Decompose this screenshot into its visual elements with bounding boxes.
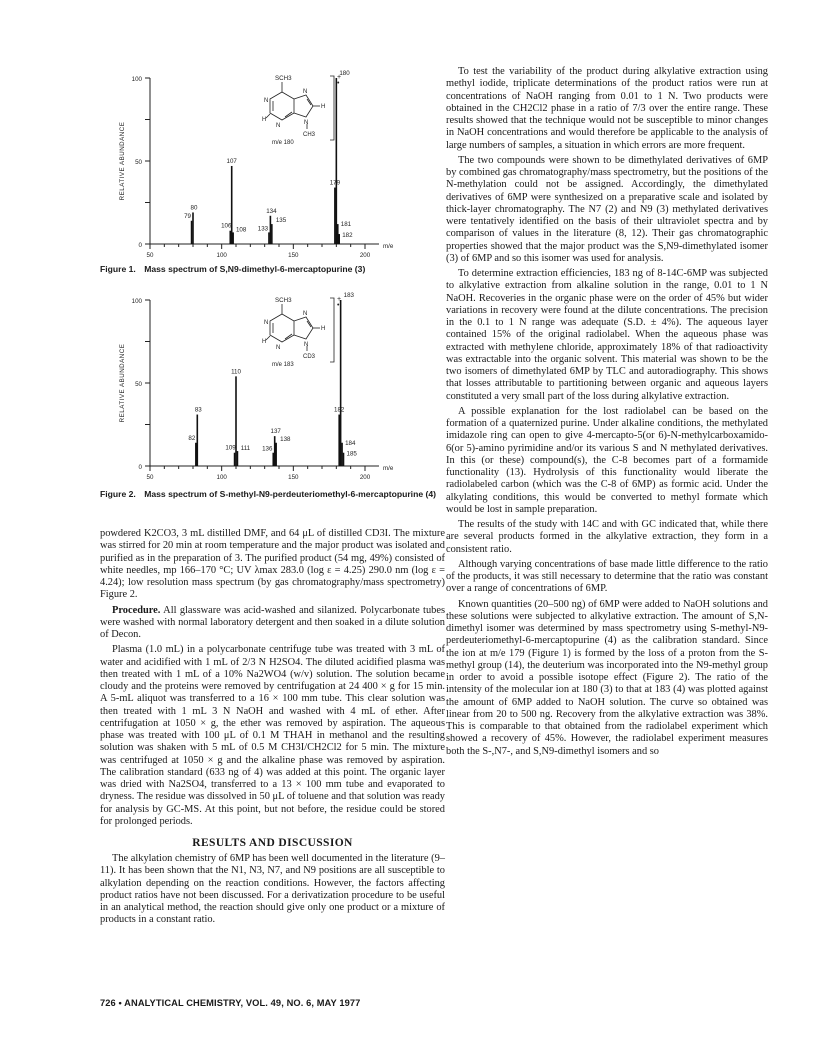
figure-1-caption bbox=[100, 264, 445, 275]
structure-inset-label: m/e 183 bbox=[272, 362, 294, 368]
peak-label: 83 bbox=[194, 406, 202, 414]
paragraph bbox=[100, 605, 445, 642]
peak-label: 184 bbox=[345, 439, 356, 447]
peak-label: 111 bbox=[240, 445, 251, 453]
peak-label: 80 bbox=[190, 204, 198, 212]
structure-pyrimidine-ring bbox=[270, 92, 294, 120]
x-tick-label: 50 bbox=[146, 474, 154, 481]
structure-inset bbox=[262, 296, 341, 368]
peak-label: 107 bbox=[226, 157, 237, 165]
x-tick-label: 150 bbox=[288, 474, 299, 481]
peak-label: 183 bbox=[343, 292, 354, 299]
peak-label: 109 bbox=[225, 444, 236, 452]
right-column-text bbox=[446, 66, 768, 758]
peak-label: 136 bbox=[262, 445, 273, 453]
structure-charge: + bbox=[337, 74, 342, 81]
figure-1-caption-label: Figure 1. bbox=[100, 264, 136, 274]
peak-label: 108 bbox=[235, 226, 247, 234]
peak-label: 135 bbox=[275, 217, 287, 225]
structure-radical: • bbox=[337, 80, 340, 87]
y-tick-label: 50 bbox=[135, 381, 142, 388]
structure-imidazole-ring bbox=[294, 317, 313, 339]
paragraph: To test the variability of the product during alkylative extraction using methyl iodide, triplicate determinations of the product ratios were run at concentrations of NaOH ranging from 0.01 to 1 N. Two products were obtained in the CH2Cl2 phase in a ratio of 7/3 over the entire range. These results showed that the technique would not be susceptible to minor changes in NaOH concentrations and would therefore be applicable to the analysis of large numbers of samples, a situation in which errors are more frequent. bbox=[446, 66, 768, 151]
peak-label: 185 bbox=[346, 450, 357, 458]
x-tick-label: 200 bbox=[359, 474, 371, 481]
x-tick-label: 100 bbox=[216, 474, 227, 481]
structure-methyl-label: CH3 bbox=[303, 132, 316, 138]
peak-label: 133 bbox=[257, 225, 269, 233]
x-unit-label: m/e bbox=[383, 243, 394, 250]
structure-atom-n: N bbox=[303, 311, 308, 317]
structure-atom-n: N bbox=[264, 320, 269, 326]
structure-atom-n: N bbox=[264, 98, 269, 104]
structure-inset bbox=[262, 74, 341, 146]
structure-atom-h: H bbox=[262, 339, 267, 345]
structure-charge: + bbox=[337, 296, 342, 303]
structure-atom-n: N bbox=[304, 342, 309, 348]
y-tick-label: 50 bbox=[135, 159, 142, 166]
procedure-heading: Procedure. bbox=[112, 604, 161, 616]
structure-methyl-label: CD3 bbox=[303, 354, 316, 360]
section-heading: RESULTS AND DISCUSSION bbox=[192, 837, 353, 849]
peak-label: 82 bbox=[188, 434, 196, 442]
paragraph: Known quantities (20–500 ng) of 6MP were added to NaOH solutions and these solutions were subjected to alkylative extraction. The amount of S,N-dimethyl isomer was determined by mass spectrometry using S-methyl-N9-perdeuteriomethyl-6-mercaptopurine (4) as the calibration standard. Since the ion at m/e 179 (Figure 1) is formed by the loss of a proton from the S-methyl group (14), the deuterium was incorporated into the N9-methyl group in order to avoid a possible isotope effect (Figure 2). The ratio of the intensity of the molecular ion at 180 (3) to that at 183 (4) was plotted against the amount of 6MP added to NaOH solution. The curve so obtained was linear from 20 to 500 ng. Recovery from the alkylative extraction was 38%. This is comparable to that obtained from the radiolabel experiment which showed a recovery of 45%. However, the radiolabel experiment measures both the S-,N7-, and S,N9-dimethyl isomers and so bbox=[446, 598, 768, 757]
paragraph: The two compounds were shown to be dimethylated derivatives of 6MP by combined gas chromatography/mass spectrometry, but the positions of the N-methylation could not be assigned. Accordingly, the dimethylated derivatives of 6MP were synthesized on a preparative scale and isolated by thick-layer chromatography. The N7 (2) and N9 (3) methylated derivatives were tentatively identified on the basis of their ultraviolet spectra and by comparison of values in the literature (8, 12). Their gas chromatographic properties showed that the major product was the S,N9-dimethylated isomer (3) of 6MP and so this isomer was used for analysis. bbox=[446, 154, 768, 264]
y-axis-label: RELATIVE ABUNDANCE bbox=[119, 343, 126, 423]
figure-2 bbox=[100, 288, 445, 523]
structure-atom-h: H bbox=[262, 117, 267, 123]
x-tick-label: 150 bbox=[288, 252, 299, 259]
peak-label: 137 bbox=[270, 428, 281, 436]
paragraph: powdered K2CO3, 3 mL distilled DMF, and 64 μL of distilled CD3I. The mixture was stirred for 20 min at room temperature and the major product was isolated and purified as in the preparation of 3. The purified product (54 mg, 49%) consisted of white needles, mp 166–170 °C; UV λmax 283.0 (log ε = 4.25) 290.0 nm (log ε = 4.24); low resolution mass spectrum (by gas chromatography/mass spectrometry) Figure 2. bbox=[100, 528, 445, 601]
x-tick-label: 100 bbox=[216, 252, 227, 259]
figure-2-caption-label: Figure 2. bbox=[100, 489, 136, 499]
structure-radical: • bbox=[337, 302, 340, 309]
page-footer: 726 • ANALYTICAL CHEMISTRY, VOL. 49, NO. 6, MAY 1977 bbox=[100, 998, 361, 1008]
paragraph: The results of the study with 14C and with GC indicated that, while there are several products formed in the alkylative extraction, they form in a consistent ratio. bbox=[446, 519, 768, 555]
paragraph: To determine extraction efficiencies, 183 ng of 8-14C-6MP was subjected to alkylative extraction from alkaline solution in the range, 0.01 to 1 N NaOH. Recoveries in the organic phase were on the order of 45% but wider variations in recovery were found at the dilute concentrations. The precision in the 0.1 to 1 N range was adequate (S.D. ± 4%). The aqueous layer contained 15% of the original radiolabel. When the aqueous phase was extracted with methylene chloride, approximately 18% of that radioactivity was extractable into the organic solvent. This material was shown to be the two isomers of dimethylated 6MP by TLC and autoradiography. This shows that losses attributable to partitioning between organic and aqueous layers constituted a very small part of the loss during alkylative extraction. bbox=[446, 268, 768, 402]
paragraph-text: All glassware was acid-washed and silanized. Polycarbonate tubes were washed with normal laboratory detergent and then soaked in a dilute solution of Decon. bbox=[100, 604, 445, 640]
paragraph: The alkylation chemistry of 6MP has been well documented in the literature (9–11). It has been shown that the N1, N3, N7, and N9 positions are all susceptible to alkylation depending on the reaction conditions. However, the factors affecting product ratios have not been discussed. For a derivatization procedure to be useful in an analytical method, the reaction should give only one product or a mixture of products in a constant ratio. bbox=[100, 853, 445, 926]
y-tick-label: 100 bbox=[131, 76, 142, 83]
figure-1-spectrum bbox=[100, 66, 445, 262]
paragraph: Plasma (1.0 mL) in a polycarbonate centrifuge tube was treated with 3 mL of water and acidified with 1 mL of 2/3 N H2SO4. The diluted acidified plasma was then treated with 1 mL of a 10% Na2WO4 (w/v) solution. The solution became cloudy and the proteins were removed by centrifugation at 24 400 × g for 15 min. A 5-mL aliquot was transferred to a 16 × 100 mm tube. This clear solution was then treated with 1 mL 3 N NaOH and washed with 4 mL of ether. After centrifugation at 1050 × g, the ether was removed by aspiration. The aqueous phase was treated with 100 μL of 0.1 M THAH in methanol and the resulting solution was shaken with 5 mL of 0.5 M CH3I/CH2Cl2 for 5 min. The mixture was centrifuged at 1050 × g and the alkaline phase was removed by aspiration. The calibration standard (633 ng of 4) was added at this point. The organic layer was dried with Na2SO4, transferred to a 13 × 100 mm tube and evaporated to dryness. The residue was dissolved in 50 μL of toluene and that solution was ready for analysis by GC-MS. At this point, but not before, the residue could be stored for prolonged periods. bbox=[100, 644, 445, 827]
structure-bond bbox=[266, 114, 270, 118]
peak-label: 106 bbox=[221, 222, 232, 230]
x-unit-label: m/e bbox=[383, 465, 394, 472]
figure-2-spectrum bbox=[100, 288, 445, 486]
paragraph: Although varying concentrations of base made little difference to the ratio of the products, it was still necessary to determine that the ratio was constant over a range of concentrations of 6MP. bbox=[446, 558, 768, 595]
y-tick-label: 0 bbox=[138, 464, 142, 471]
x-tick-label: 200 bbox=[359, 252, 371, 259]
y-tick-label: 0 bbox=[138, 242, 142, 249]
structure-atom-n: N bbox=[276, 123, 281, 129]
structure-atom-n: N bbox=[304, 120, 309, 126]
y-axis-label: RELATIVE ABUNDANCE bbox=[119, 121, 126, 201]
peak-label: 79 bbox=[184, 212, 192, 220]
peak-label: 138 bbox=[280, 435, 291, 443]
paragraph: A possible explanation for the lost radiolabel can be based on the formation of a quaternized purine. Under alkaline conditions, the methylated imidazole ring can open to give 4-mercapto-5(or 6)-N-methylcarboxamido-6(or 5)-amino pyrimidine and/or its various S and N methylated derivatives. In this (or these) compound(s), the C-8 becomes part of a formamide functionality (13). Hydrolysis of this functionality would liberate the radiolabeled carbon (which was the C-8 of 6MP) as formic acid. Under the alkylating conditions, this would be converted to methyl formate which would be lost in sample preparation. bbox=[446, 405, 768, 515]
left-column-text bbox=[100, 528, 445, 927]
structure-bond bbox=[266, 336, 270, 340]
structure-atom-n: N bbox=[276, 345, 281, 351]
peak-label: 180 bbox=[339, 70, 350, 77]
structure-sch3-label: SCH3 bbox=[275, 75, 292, 82]
structure-atom-n: N bbox=[303, 89, 308, 95]
structure-atom-h: H bbox=[321, 326, 326, 332]
structure-bracket bbox=[330, 298, 334, 362]
figure-1 bbox=[100, 66, 445, 276]
x-tick-label: 50 bbox=[146, 252, 154, 259]
structure-atom-h: H bbox=[321, 104, 326, 110]
figure-2-caption bbox=[100, 489, 445, 500]
structure-sch3-label: SCH3 bbox=[275, 297, 292, 304]
peak-label: 182 bbox=[342, 232, 353, 240]
structure-pyrimidine-ring bbox=[270, 314, 294, 342]
peak-label: 181 bbox=[340, 221, 352, 229]
peak-label: 179 bbox=[329, 179, 341, 187]
figure-1-caption-text: Mass spectrum of S,N9-dimethyl-6-mercaptopurine (3) bbox=[144, 264, 366, 274]
peak-label: 134 bbox=[266, 207, 277, 215]
structure-inset-label: m/e 180 bbox=[272, 140, 294, 146]
peak-label: 110 bbox=[231, 368, 241, 376]
structure-imidazole-ring bbox=[294, 95, 313, 117]
y-tick-label: 100 bbox=[131, 298, 142, 305]
structure-bracket bbox=[330, 76, 334, 140]
peak-label: 182 bbox=[334, 406, 345, 414]
figure-2-caption-text: Mass spectrum of S-methyl-N9-perdeuteriomethyl-6-mercaptopurine (4) bbox=[144, 489, 436, 499]
